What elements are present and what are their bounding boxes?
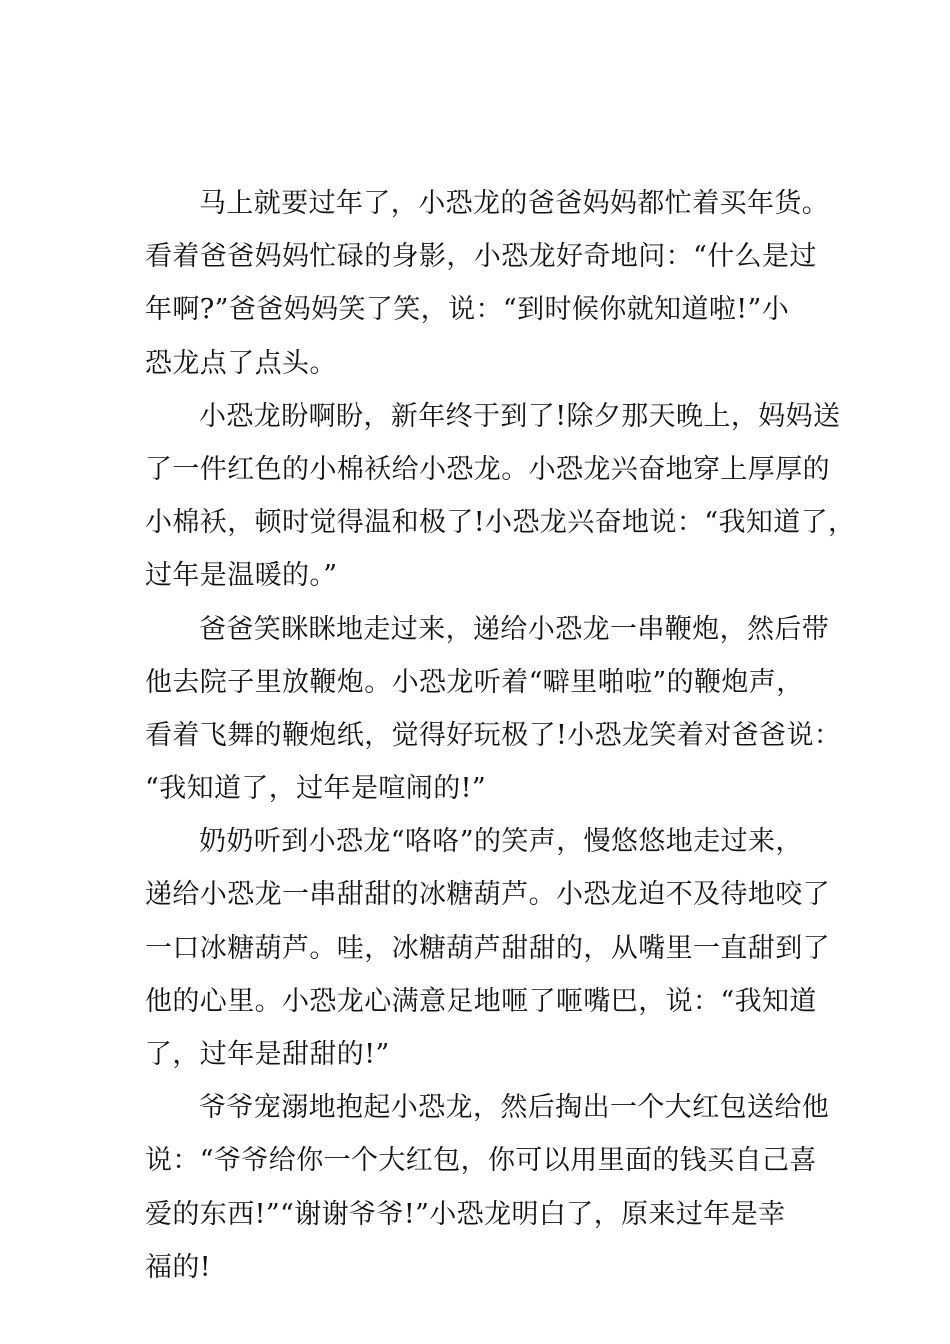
text-line: 马上就要过年了，小恐龙的爸爸妈妈都忙着买年货。 bbox=[199, 188, 830, 219]
text-line: 爷爷宠溺地抱起小恐龙，然后掏出一个大红包送给他 bbox=[199, 1092, 830, 1124]
text-line: 了一件红色的小棉袄给小恐龙。小恐龙兴奋地穿上厚厚的 bbox=[145, 453, 830, 485]
text-line: 小恐龙盼啊盼，新年终于到了!除夕那天晚上，妈妈送 bbox=[199, 400, 841, 432]
text-line: 看着爸爸妈妈忙碌的身影，小恐龙好奇地问：“什么是过 bbox=[145, 241, 817, 273]
text-line: 爸爸笑眯眯地走过来，递给小恐龙一串鞭炮，然后带 bbox=[199, 613, 830, 645]
text-line: 了，过年是甜甜的!” bbox=[145, 1039, 390, 1070]
text-line: 他去院子里放鞭炮。小恐龙听着“噼里啪啦”的鞭炮声， bbox=[145, 666, 804, 698]
paragraph-4 bbox=[145, 815, 830, 1081]
text-line: 过年是温暖的。” bbox=[145, 560, 338, 592]
text-line: 递给小恐龙一串甜甜的冰糖葫芦。小恐龙迫不及待地咬了 bbox=[145, 879, 830, 911]
text-line: 奶奶听到小恐龙“咯咯”的笑声，慢悠悠地走过来， bbox=[199, 826, 803, 858]
paragraph-1 bbox=[145, 177, 830, 390]
paragraph-5 bbox=[145, 1081, 830, 1294]
paragraph-3 bbox=[145, 603, 842, 816]
text-line: 他的心里。小恐龙心满意足地咂了咂嘴巴，说：“我知道 bbox=[145, 985, 817, 1017]
text-line: 一口冰糖葫芦。哇，冰糖葫芦甜甜的，从嘴里一直甜到了 bbox=[145, 932, 830, 964]
text-line: “我知道了，过年是喧闹的!” bbox=[145, 773, 487, 805]
text-line: 爱的东西!”“谢谢爷爷!”小恐龙明白了，原来过年是幸 bbox=[145, 1198, 786, 1230]
text-line: 福的! bbox=[145, 1251, 212, 1283]
paragraph-2 bbox=[145, 390, 856, 603]
text-line: 年啊?”爸爸妈妈笑了笑，说：“到时候你就知道啦!”小 bbox=[145, 294, 790, 326]
text-line: 小棉袄，顿时觉得温和极了!小恐龙兴奋地说：“我知道了， bbox=[145, 507, 856, 539]
document-body bbox=[145, 177, 856, 1294]
text-line: 说：“爷爷给你一个大红包，你可以用里面的钱买自己喜 bbox=[145, 1145, 817, 1177]
text-line: 看着飞舞的鞭炮纸，觉得好玩极了!小恐龙笑着对爸爸说： bbox=[145, 719, 842, 751]
text-line: 恐龙点了点头。 bbox=[145, 347, 337, 379]
